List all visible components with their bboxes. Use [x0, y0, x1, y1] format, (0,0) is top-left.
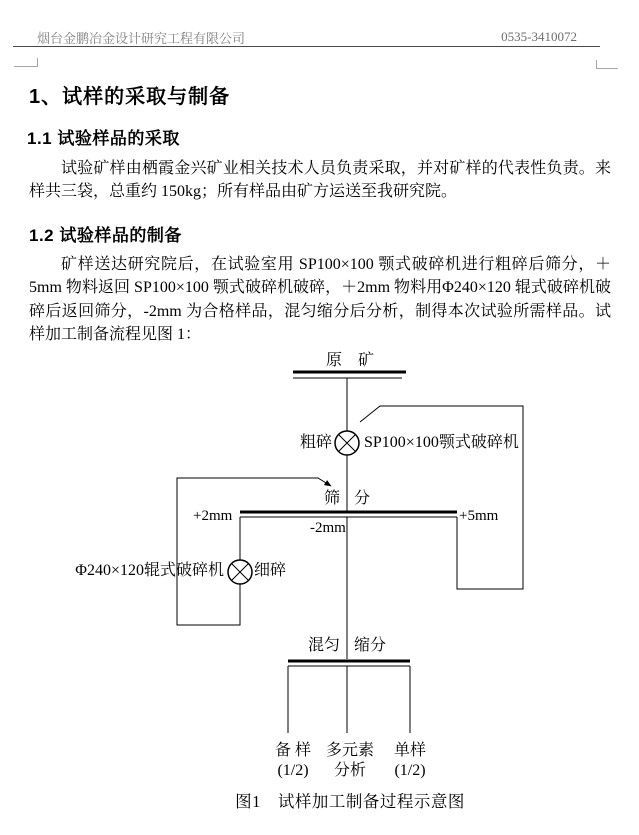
- mixing-label: 混匀: [307, 637, 340, 654]
- section-title: 1、试样的采取与制备: [29, 86, 231, 108]
- fine-crusher-machine-label: Φ240×120辊式破碎机: [75, 562, 224, 579]
- fine-crush-label: 细碎: [254, 562, 287, 579]
- raw-ore-label: 原 矿: [325, 352, 374, 369]
- output-single-sample-name: 单样: [393, 742, 426, 759]
- screening-label-left: 筛: [323, 490, 340, 507]
- coarse-crusher-machine-label: SP100×100颚式破碎机: [364, 434, 519, 451]
- fine-crusher-icon: [228, 560, 252, 584]
- plus2mm-label: +2mm: [193, 508, 233, 524]
- figure-caption: 图1 试样加工制备过程示意图: [235, 792, 465, 811]
- output-reserve-sample-name: 备 样: [274, 742, 311, 759]
- screening-label: [287, 490, 407, 508]
- header-phone-number: 0535-3410072: [501, 29, 577, 44]
- output-multielement-line2: 分析: [333, 761, 366, 779]
- subsection-title-preparation: 1.2 试验样品的制备: [29, 226, 182, 245]
- splitting-label: 缩分: [354, 637, 387, 654]
- subsection-title-sampling: 1.1 试验样品的采取: [27, 129, 180, 148]
- output-reserve-sample-fraction: (1/2): [277, 761, 309, 779]
- output-single-sample-fraction: (1/2): [394, 761, 426, 779]
- paragraph-sampling: 试验矿样由栖霞金兴矿业相关技术人员负责采取，并对矿样的代表性负责。来样共三袋，总重约 150kg；所有样品由矿方运送至我研究院。: [29, 160, 611, 201]
- coarse-crusher-icon: [335, 431, 359, 455]
- coarse-crush-label: 粗碎: [299, 434, 332, 451]
- output-single-sample: [375, 741, 445, 780]
- screening-label-right: 分: [354, 490, 371, 507]
- mixing-splitting-label: [277, 637, 417, 655]
- minus2mm-label: -2mm: [310, 520, 346, 536]
- paragraph-preparation: 矿样送达研究院后，在试验室用 SP100×100 颚式破碎机进行粗碎后筛分，＋5mm 物料返回 SP100×100 颚式破碎机破碎，＋2mm 物料用Φ240×120 辊式破碎机破碎后返回筛分，-2mm 为合格样品，混匀缩分后分析，制得本次试验所需样品。试样加工制备流程见图 1：: [29, 256, 611, 344]
- header-company-name: 烟台金鹏冶金设计研究工程有限公司: [37, 31, 246, 46]
- output-multielement-line1: 多元素: [325, 742, 374, 759]
- plus5mm-label: +5mm: [459, 508, 499, 524]
